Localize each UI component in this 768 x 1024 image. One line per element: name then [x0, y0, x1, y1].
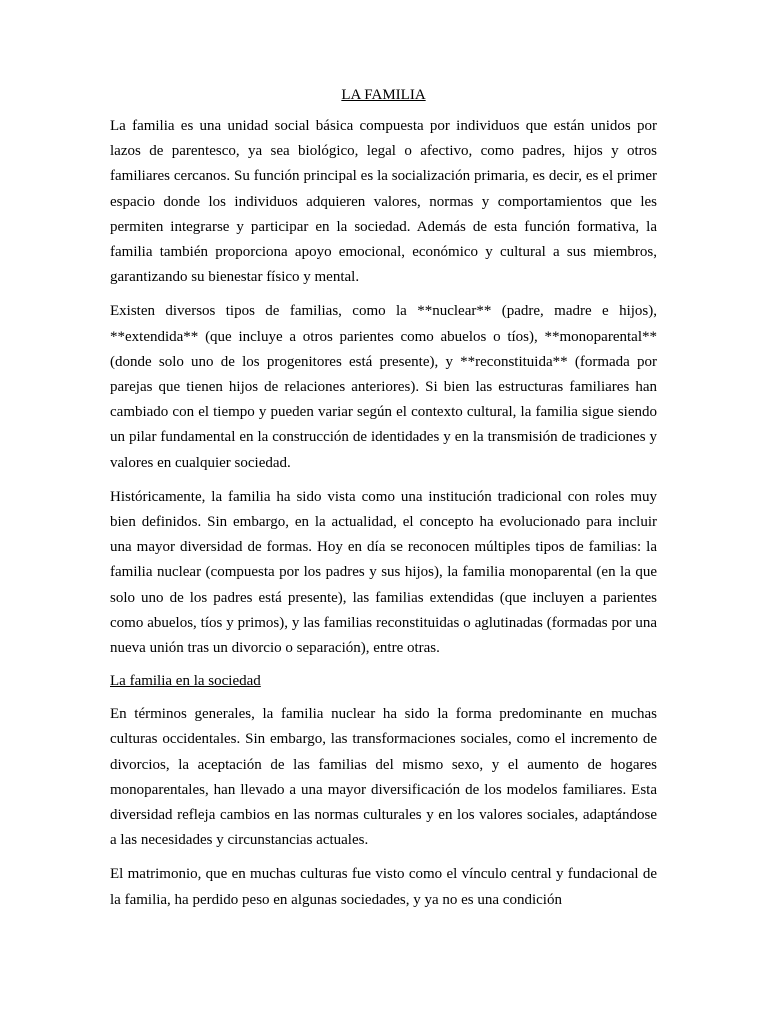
paragraph: El matrimonio, que en muchas culturas fue visto como el vínculo central y fundacional de la familia, ha perdido peso en algunas sociedades, y ya no es una condición — [110, 866, 657, 908]
document-title: LA FAMILIA — [341, 87, 426, 103]
paragraph: Existen diversos tipos de familias, como la **nuclear** (padre, madre e hijos), **extendida** (que incluye a otros parientes como abuelos o tíos), **monoparental** (donde solo uno de los progenitores está presente), y **reconstituida** (formada por parejas que tienen hijos de relaciones anteriores). Si bien las estructuras familiares han cambiado con el tiempo y pueden variar según el contexto cultural, la familia sigue siendo un pilar fundamental en la construcción de identidades y en la transmisión de tradiciones y valores en cualquier sociedad. — [110, 303, 657, 471]
paragraph: La familia es una unidad social básica compuesta por individuos que están unidos por lazos de parentesco, ya sea biológico, legal o afectivo, como padres, hijos y otros familiares cercanos. Su función principal es la socialización primaria, es decir, es el primer espacio donde los individuos adquieren valores, normas y comportamientos que les permiten integrarse y participar en la sociedad. Además de esta función formativa, la familia también proporciona apoyo emocional, económico y cultural a sus miembros, garantizando su bienestar físico y mental. — [110, 118, 657, 286]
paragraph: Históricamente, la familia ha sido vista como una institución tradicional con roles muy bien definidos. Sin embargo, en la actualidad, el concepto ha evolucionado para incluir una mayor diversidad de formas. Hoy en día se reconocen múltiples tipos de familias: la familia nuclear (compuesta por los padres y sus hijos), la familia monoparental (en la que solo uno de los padres está presente), las familias extendidas (que incluyen a parientes como abuelos, tíos y primos), y las familias reconstituidas o aglutinadas (formadas por una nueva unión tras un divorcio o separación), entre otras. — [110, 488, 657, 657]
section-heading: La familia en la sociedad — [110, 673, 261, 690]
document-page — [110, 84, 657, 922]
paragraph: En términos generales, la familia nuclear ha sido la forma predominante en muchas culturas occidentales. Sin embargo, las transformaciones sociales, como el incremento de divorcios, la aceptación de las familias del mismo sexo, y el aumento de hogares monoparentales, han llevado a una mayor diversificación de los modelos familiares. Esta diversidad refleja cambios en las normas culturales y en los valores sociales, adaptándose a las necesidades y circunstancias actuales. — [110, 706, 657, 849]
